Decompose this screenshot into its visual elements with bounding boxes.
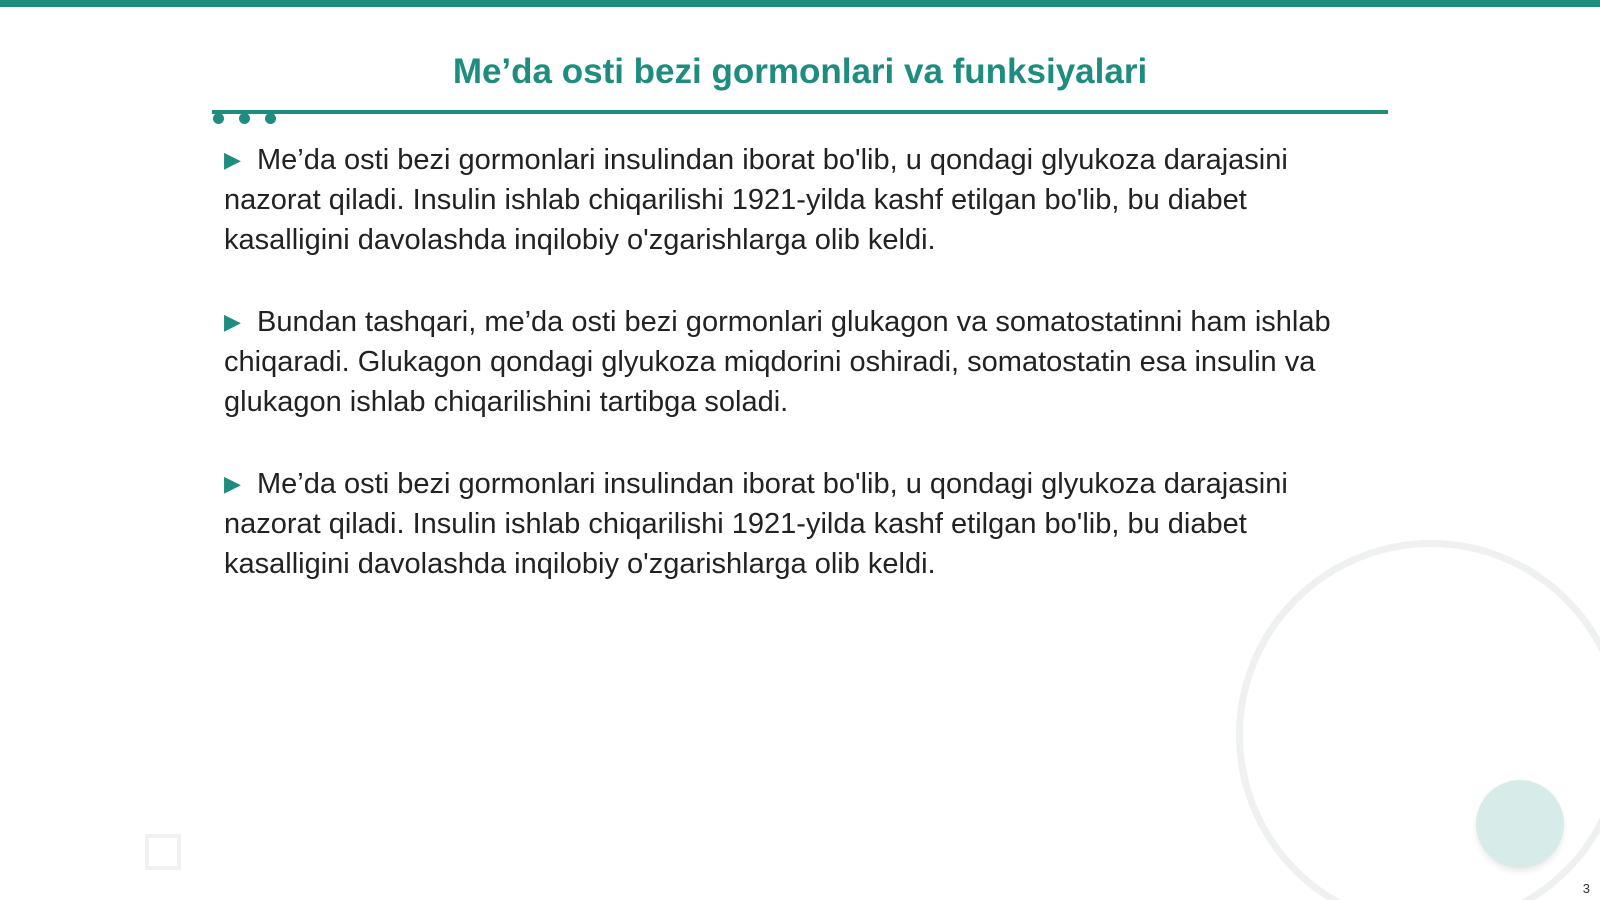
top-accent-bar xyxy=(0,0,1600,7)
title-dot-icon xyxy=(265,113,276,124)
title-underline xyxy=(212,110,1388,114)
bullet-item xyxy=(224,464,1364,584)
triangle-right-icon: ▶ xyxy=(224,147,241,172)
triangle-right-icon: ▶ xyxy=(224,309,241,334)
bullet-list xyxy=(224,140,1364,626)
slide-title: Me’da osti bezi gormonlari va funksiyalari xyxy=(452,52,1148,91)
decorative-circle xyxy=(1476,780,1564,868)
bullet-item xyxy=(224,140,1364,260)
decorative-square xyxy=(145,834,181,870)
bullet-text: Me’da osti bezi gormonlari insulindan iborat bo'lib, u qondagi glyukoza darajasini nazorat qiladi. Insulin ishlab chiqarilishi 1921-yilda kashf etilgan bo'lib, bu diabet kasalligini davolashda inqilobiy o'zgarishlarga olib keldi. xyxy=(224,468,1288,580)
bullet-text: Me’da osti bezi gormonlari insulindan iborat bo'lib, u qondagi glyukoza darajasini nazorat qiladi. Insulin ishlab chiqarilishi 1921-yilda kashf etilgan bo'lib, bu diabet kasalligini davolashda inqilobiy o'zgarishlarga olib keldi. xyxy=(224,144,1288,256)
title-dot-icon xyxy=(239,113,250,124)
bullet-text: Bundan tashqari, me’da osti bezi gormonlari glukagon va somatostatinni ham ishlab chiqaradi. Glukagon qondagi glyukoza miqdorini oshiradi, somatostatin esa insulin va glukagon ishlab chiqarilishini tartibga soladi. xyxy=(224,306,1331,418)
triangle-right-icon: ▶ xyxy=(224,471,241,496)
bullet-item xyxy=(224,302,1364,422)
page-number: 3 xyxy=(1582,881,1590,896)
title-dot-icon xyxy=(213,113,224,124)
